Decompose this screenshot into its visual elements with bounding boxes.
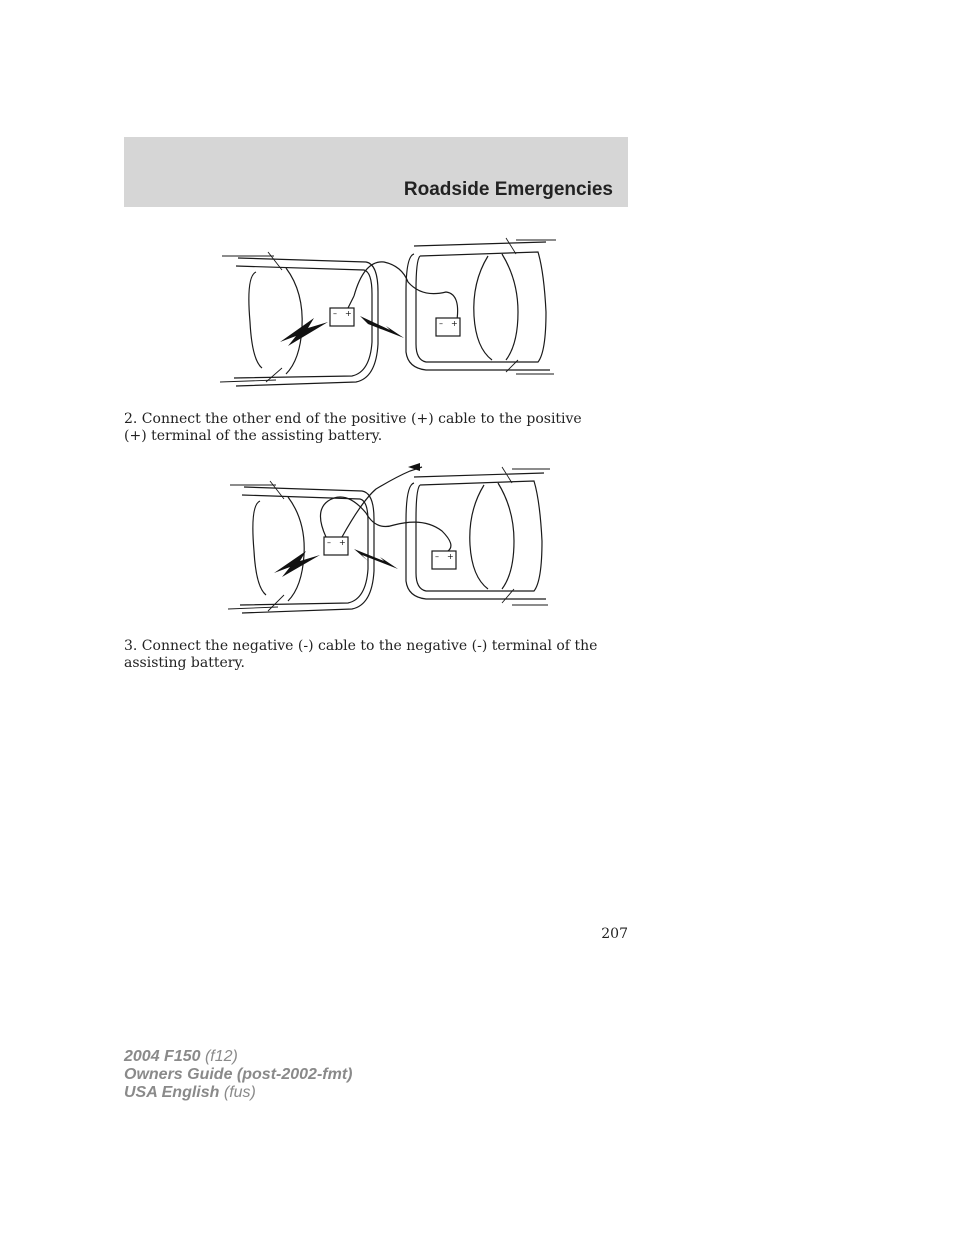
step-3-text: 3. Connect the negative (-) cable to the negative (-) terminal of the assisting battery. <box>124 638 598 671</box>
battery-neg-terminal: – <box>439 319 443 328</box>
jump-start-illustration-step1 <box>216 232 558 396</box>
battery-neg-terminal: – <box>327 538 331 547</box>
battery-pos-terminal: + <box>345 309 352 318</box>
step-2-text: 2. Connect the other end of the positive (+) cable to the positive (+) terminal of the assisting battery. <box>124 411 582 444</box>
battery-pos-terminal: + <box>447 552 454 561</box>
header-band <box>124 137 628 207</box>
spark-icon <box>280 318 328 346</box>
page-number: 207 <box>601 926 628 942</box>
footer-guide: Owners Guide (post-2002-fmt) <box>124 1066 353 1083</box>
spark-icon <box>274 551 320 577</box>
battery-pos-terminal: + <box>451 319 458 328</box>
jump-start-illustration-step2 <box>226 461 552 623</box>
footer-language-code: (fus) <box>219 1084 256 1101</box>
footer-language: USA English <box>124 1084 220 1101</box>
battery-pos-terminal: + <box>339 538 346 547</box>
footer-line-3 <box>124 1084 352 1102</box>
footer-line-2 <box>124 1066 352 1084</box>
battery-neg-terminal: – <box>435 552 439 561</box>
footer-line-1 <box>124 1048 352 1066</box>
spark-icon <box>360 316 404 338</box>
spark-icon <box>354 549 398 569</box>
footer-model-code: (f12) <box>200 1048 238 1065</box>
document-footer <box>124 1048 352 1102</box>
battery-neg-terminal: – <box>333 309 337 318</box>
section-title: Roadside Emergencies <box>403 179 613 200</box>
footer-model: 2004 F150 <box>124 1048 201 1065</box>
